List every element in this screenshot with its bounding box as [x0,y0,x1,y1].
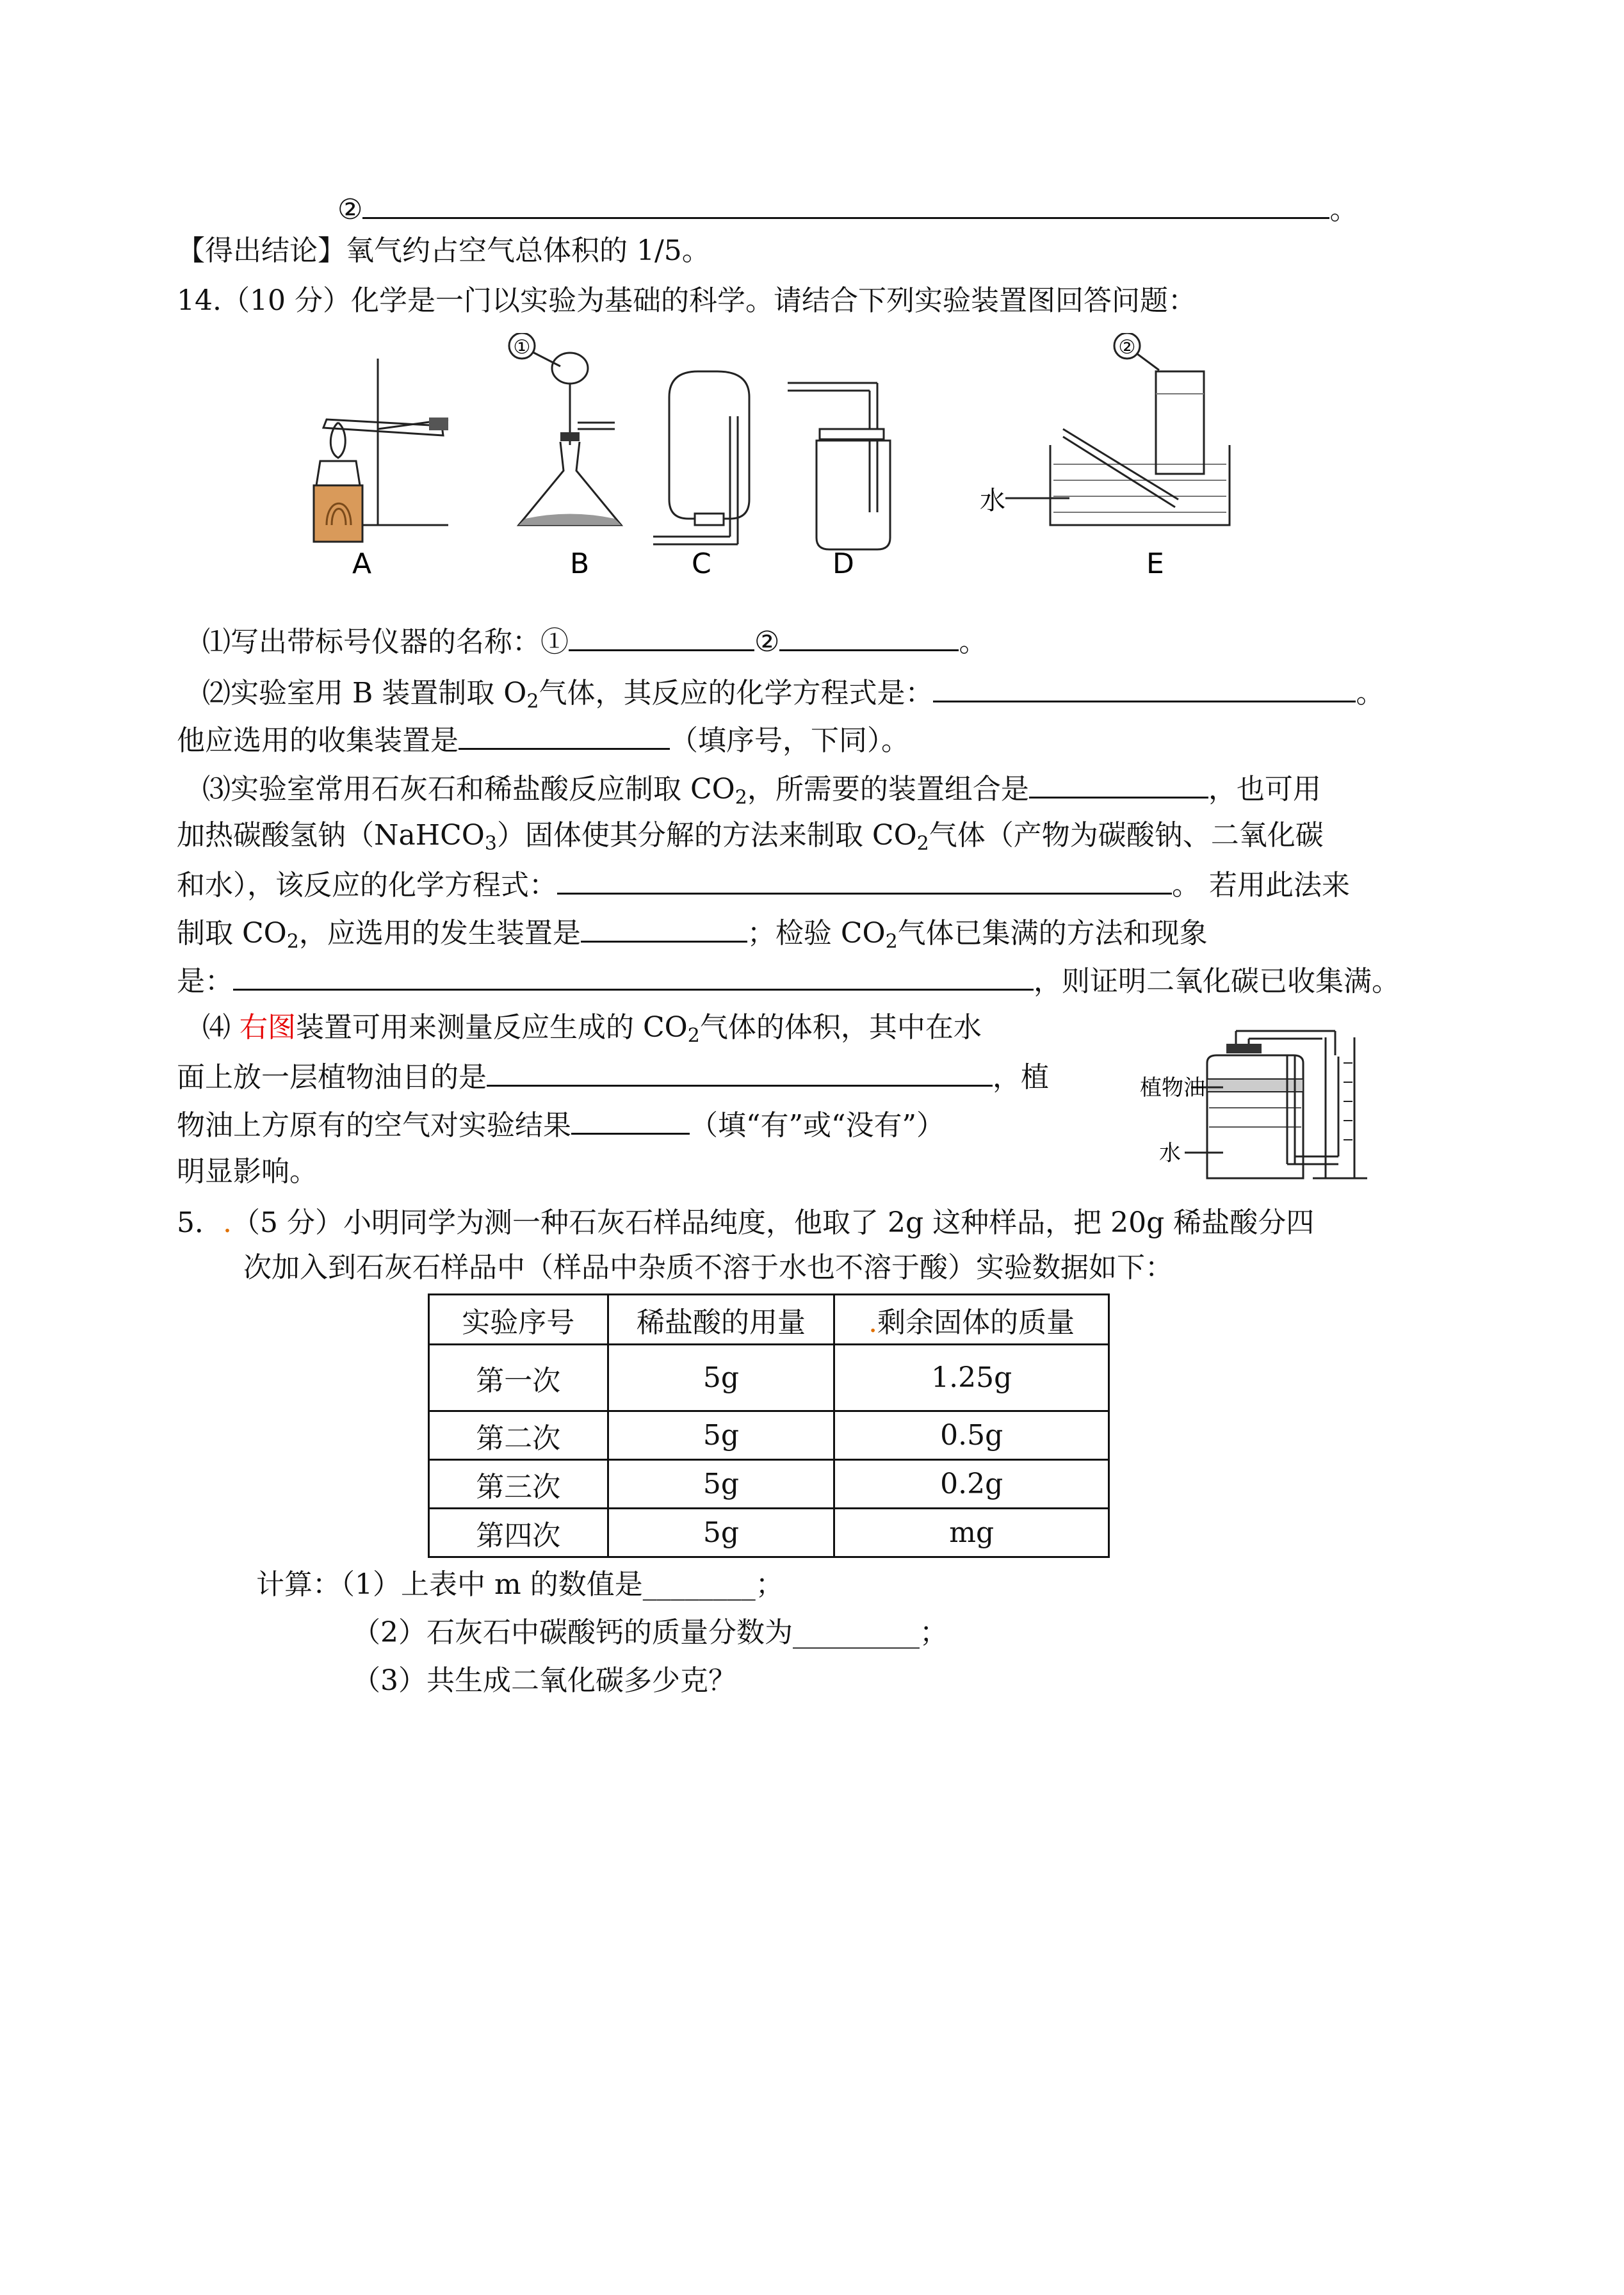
p4-l1-a: ⑷ [202,1011,240,1044]
p1-text: ⑴写出带标号仪器的名称：① [202,626,569,658]
label-oil: 植物油 [1140,1075,1205,1101]
p1-end: 。 [959,626,987,658]
calc-2-blank[interactable]: _________ [793,1616,920,1649]
label-d: D [832,547,854,580]
answer-blank-collect[interactable] [459,720,670,750]
q5-number: 5． [177,1206,223,1239]
p4-l1-c: 气体的体积，其中在水 [699,1011,982,1044]
q14-part-3-line3 [177,864,1350,905]
label-c: C [692,547,711,580]
table-header-cell [834,1295,1109,1345]
q14-part-3-line4 [177,912,1208,953]
table-row [429,1509,1109,1557]
question-5-header [177,1204,1314,1242]
experiment-table [428,1293,1110,1558]
p3-l4-b: ，应选用的发生装置是 [298,917,581,950]
q5-text: （5 分）小明同学为测一种石灰石样品纯度，他取了 2g 这种样品，把 20g 稀盐酸分四 [232,1206,1315,1239]
question-5-line2: 次加入到石灰石样品中（样品中杂质不溶于水也不溶于酸）实验数据如下： [243,1251,1173,1284]
calc-line-2 [352,1614,948,1652]
table-cell: 第四次 [429,1509,608,1557]
p3-l4-sub2: 2 [885,930,898,953]
answer-blank-generator[interactable] [581,912,747,943]
answer-blank-equation[interactable] [933,672,1356,702]
q14-part-3-line2 [177,816,1324,855]
apparatus-a [314,359,448,542]
question-14-header: 14.（10 分）化学是一门以实验为基础的科学。请结合下列实验装置图回答问题： [177,284,1196,317]
q14-part-4-line2 [177,1057,1049,1097]
q14-part-3-line1 [202,768,1321,809]
calc-2-end: ； [920,1616,948,1649]
table-cell: 5g [608,1460,834,1509]
p4-l1-b: 装置可用来测量反应生成的 CO [296,1011,688,1044]
header-text: 剩余固体的质量 [877,1306,1075,1339]
calc-1-blank[interactable]: ________ [642,1568,756,1601]
p4-l2-a: 面上放一层植物油目的是 [177,1061,487,1094]
q14-part-4-line4: 明显影响。 [177,1155,318,1188]
p3-l1-a: ⑶实验室常用石灰石和稀盐酸反应制取 CO [202,773,735,806]
p4-l1-sub: 2 [687,1025,700,1047]
p3-l1-c: ，也可用 [1208,773,1321,806]
p3-l3-a: 和水），该反应的化学方程式： [177,869,557,902]
label-b: B [570,547,590,580]
label-e: E [1146,547,1164,580]
p2-sub: 2 [526,690,539,713]
p3-l1-b: ，所需要的装置组合是 [747,773,1029,806]
p4-l1-red: 右图 [240,1011,296,1044]
answer-blank-2[interactable] [779,621,959,651]
p3-l5-b: ，则证明二氧化碳已收集满。 [1034,965,1400,998]
end-period: 。 [1329,193,1358,226]
p3-l1-sub: 2 [735,786,747,809]
label-mark-2: ② [1118,336,1136,359]
conclusion-line: 【得出结论】氧气约占空气总体积的 1/5。 [177,234,710,267]
table-header-cell: 实验序号 [429,1295,608,1345]
q14-part-2-line2 [177,720,909,760]
q14-part-2-line1 [202,672,1384,713]
table-row [429,1411,1109,1460]
table-cell: 第二次 [429,1411,608,1460]
answer-blank-equation-2[interactable] [557,864,1172,895]
p3-l2-sub: 3 [484,832,497,855]
p4-l2-b: ，植 [993,1061,1049,1094]
p3-l2-c: 气体（产物为碳酸钠、二氧化碳 [929,819,1324,852]
p3-l2-a: 加热碳酸氢钠（NaHCO [177,819,485,852]
answer-blank-effect[interactable] [571,1105,690,1135]
table-row [429,1345,1109,1411]
answer-blank-method[interactable] [233,961,1034,991]
table-cell: 0.2g [834,1460,1109,1509]
p3-l2-sub2: 2 [916,832,929,855]
p2-line2-b: （填序号，下同）。 [670,724,909,757]
p3-l2-b: ）固体使其分解的方法来制取 CO [496,819,917,852]
label-a: A [352,547,372,580]
table-cell: 1.25g [834,1345,1109,1411]
calc-1-text: 计算：（1）上表中 m 的数值是 [256,1568,643,1601]
label-water: 水 [980,486,1005,515]
p1-mid: ② [754,626,780,658]
p3-l5-a: 是： [177,965,233,998]
p2-line2-a: 他应选用的收集装置是 [177,724,459,757]
header-dot: . [868,1306,878,1339]
item-2-marker: ② [337,193,363,226]
label-mark-1: ① [513,336,531,359]
q14-part-4-line1 [202,1009,982,1047]
table-cell: 5g [608,1509,834,1557]
apparatus-b [509,333,621,525]
calc-2-text: （2）石灰石中碳酸钙的质量分数为 [352,1616,793,1649]
table-cell: mg [834,1509,1109,1557]
apparatus-e [980,333,1230,525]
answer-blank[interactable] [362,189,1329,219]
calc-line-3: （3）共生成二氧化碳多少克？ [352,1664,736,1697]
table-cell: 5g [608,1345,834,1411]
p3-l3-b: 。 若用此法来 [1172,869,1350,902]
item-2-line [337,189,1358,229]
p3-l4-d: 气体已集满的方法和现象 [897,917,1208,950]
table-cell: 5g [608,1411,834,1460]
p3-l4-c: ；检验 CO [747,917,886,950]
calc-line-1 [256,1566,784,1604]
table-header-cell: 稀盐酸的用量 [608,1295,834,1345]
label-water-fig: 水 [1159,1140,1181,1166]
apparatus-diagram [301,333,1268,589]
table-row [429,1460,1109,1509]
table-cell: 第三次 [429,1460,608,1509]
table-header-row [429,1295,1109,1345]
table-cell: 0.5g [834,1411,1109,1460]
p4-l3-b: （填“有”或“没有”） [690,1109,945,1142]
p2-text-b: 气体，其反应的化学方程式是： [539,677,934,710]
calc-1-end: ； [755,1568,784,1601]
q14-part-4-line3 [177,1105,945,1145]
q14-part-3-line5 [177,961,1400,1001]
gas-volume-apparatus [1140,1018,1422,1191]
p2-end: 。 [1356,677,1384,710]
answer-blank-oil[interactable] [487,1057,993,1087]
q14-part-1 [202,621,987,661]
table-cell: 第一次 [429,1345,608,1411]
q5-dot: . [223,1206,232,1239]
p3-l4-sub: 2 [286,930,299,953]
answer-blank-1[interactable] [569,621,754,651]
p3-l4-a: 制取 CO [177,917,287,950]
p2-text-a: ⑵实验室用 B 装置制取 O [202,677,527,710]
apparatus-c [653,371,749,544]
apparatus-d [788,383,890,549]
p4-l3-a: 物油上方原有的空气对实验结果 [177,1109,571,1142]
answer-blank-combo[interactable] [1029,768,1208,799]
